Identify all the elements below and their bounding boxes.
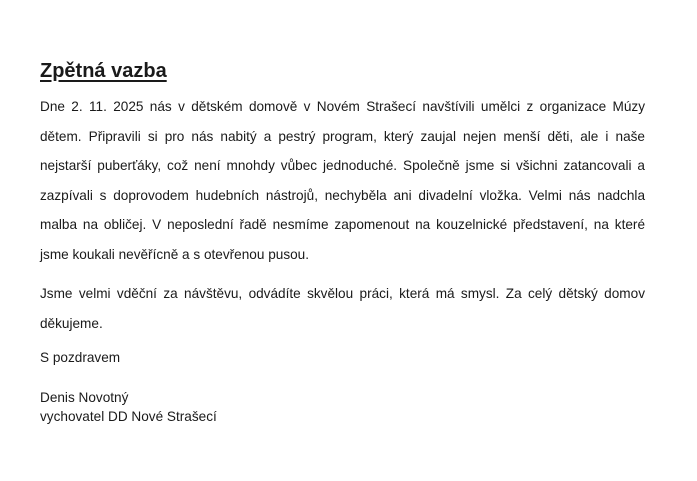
paragraph-visit: Dne 2. 11. 2025 nás v dětském domově v Novém Strašecí navštívili umělci z organizace Múzy dětem. Připravili si pro nás nabitý a pestrý program, který zaujal nejen menší děti, ale i naše nejstarší puberťáky, což není mnohdy vůbec jednoduché. Společně jsme si všichni zatancovali a zazpívali s doprovodem hudebních nástrojů, nechyběla ani divadelní vložka. Velmi nás nadchla malba na obličej. V neposlední řadě nesmíme zapomenout na kouzelnické představení, na které jsme koukali nevěřícně a s otevřenou pusou. bbox=[40, 99, 645, 262]
signature-name: Denis Novotný bbox=[40, 390, 129, 405]
document-title: Zpětná vazba bbox=[40, 60, 167, 82]
signature-role: vychovatel DD Nové Strašecí bbox=[40, 409, 217, 424]
closing-greeting: S pozdravem bbox=[40, 350, 121, 365]
signature-block bbox=[40, 388, 645, 426]
paragraph-thanks: Jsme velmi vděční za návštěvu, odvádíte skvělou práci, která má smysl. Za celý dětský domov děkujeme. bbox=[40, 286, 645, 331]
